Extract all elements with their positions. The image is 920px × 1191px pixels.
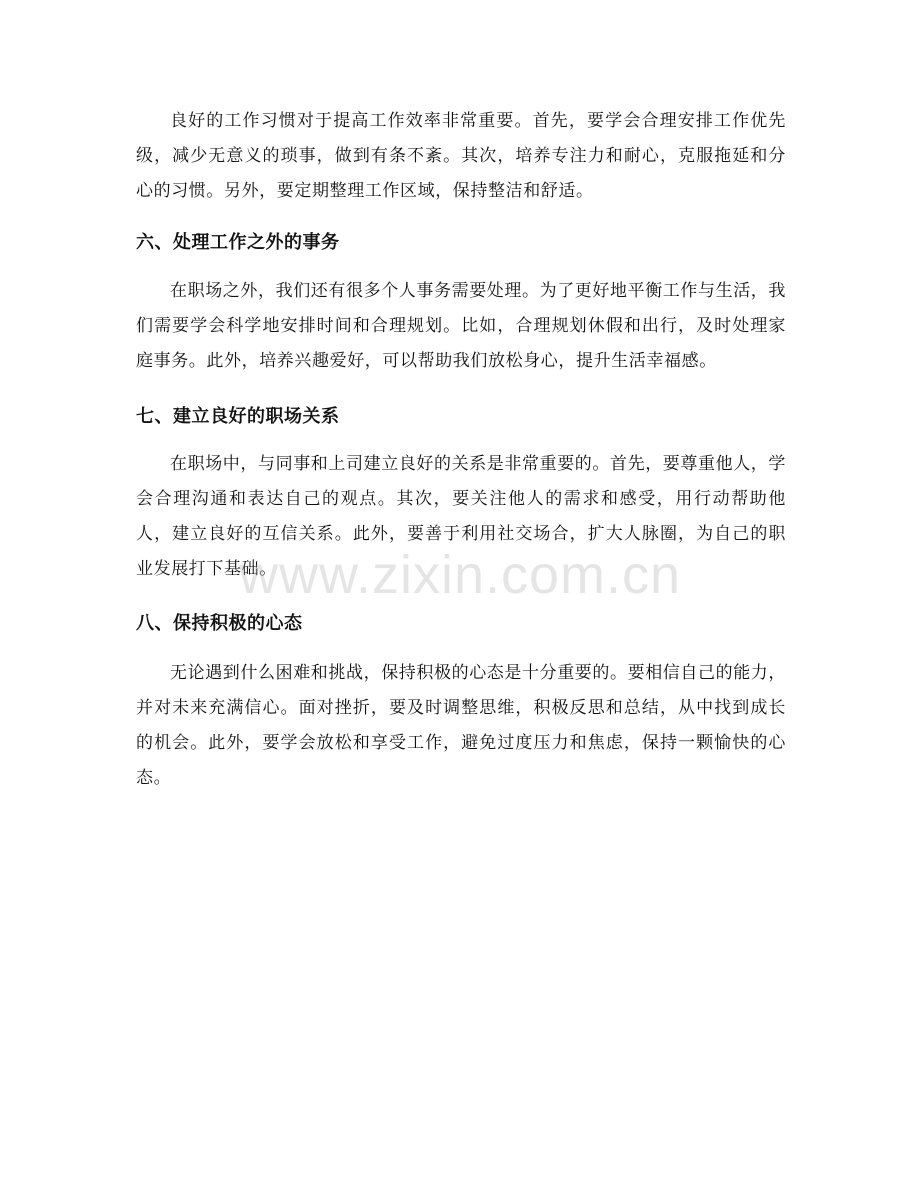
section-6-heading: 六、处理工作之外的事务 <box>136 232 340 253</box>
intro-paragraph: 良好的工作习惯对于提高工作效率非常重要。首先，要学会合理安排工作优先级，减少无意义的琐事，做到有条不紊。其次，培养专注力和耐心，克服拖延和分心的习惯。另外，要定期整理工作区域，保持整洁和舒适。 <box>136 111 786 201</box>
watermark: www.zixin.com.cn <box>238 545 682 605</box>
section-7-paragraph: 在职场中，与同事和上司建立良好的关系是非常重要的。首先，要尊重他人，学会合理沟通和表达自己的观点。其次，要关注他人的需求和感受，用行动帮助他人，建立良好的互信关系。此外，要善于利用社交场合，扩大人脉圈，为自己的职业发展打下基础。 <box>136 454 786 579</box>
section-8-heading: 八、保持积极的心态 <box>136 613 303 634</box>
section-6-paragraph: 在职场之外，我们还有很多个人事务需要处理。为了更好地平衡工作与生活，我们需要学会科学地安排时间和合理规划。比如，合理规划休假和出行，及时处理家庭事务。此外，培养兴趣爱好，可以帮助我们放松身心，提升生活幸福感。 <box>136 281 786 371</box>
section-8-paragraph: 无论遇到什么困难和挑战，保持积极的心态是十分重要的。要相信自己的能力，并对未来充满信心。面对挫折，要及时调整思维，积极反思和总结，从中找到成长的机会。此外，要学会放松和享受工作，避免过度压力和焦虑，保持一颗愉快的心态。 <box>136 663 786 788</box>
section-7-heading: 七、建立良好的职场关系 <box>136 406 340 427</box>
